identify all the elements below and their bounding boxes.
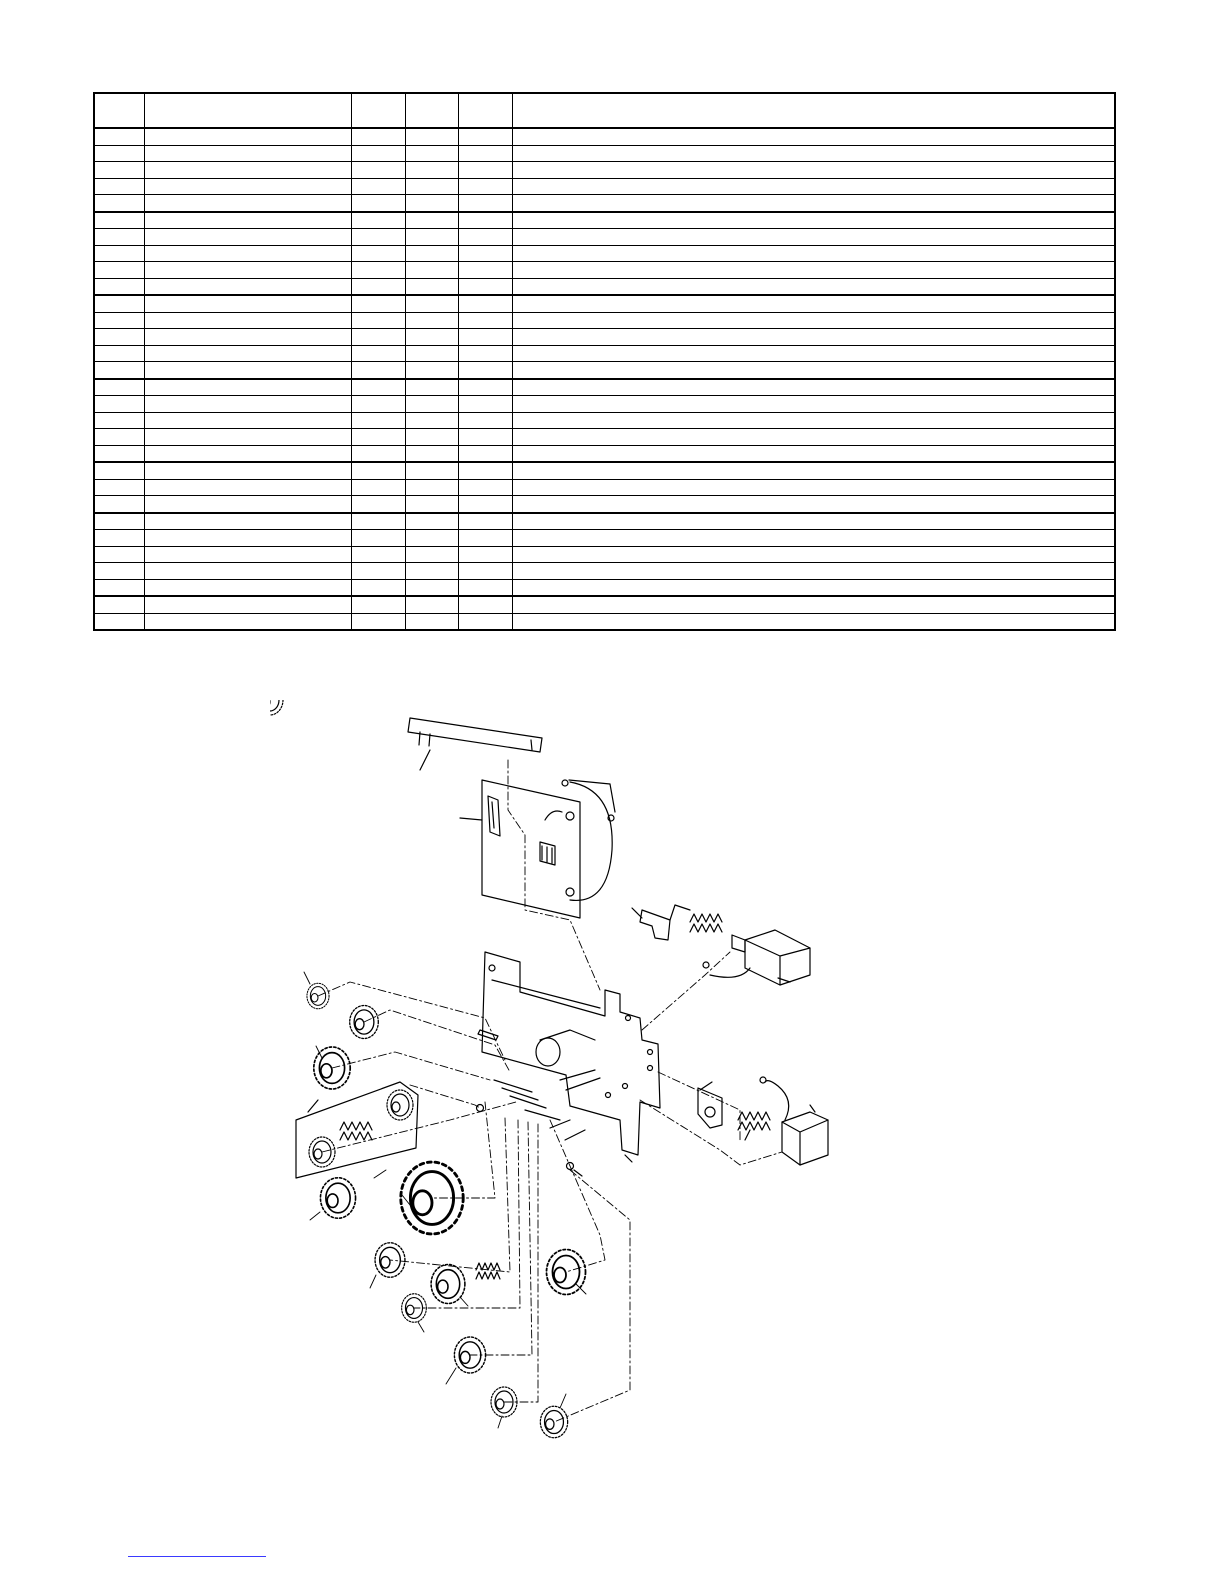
table-cell bbox=[144, 295, 351, 312]
table-cell bbox=[405, 278, 458, 295]
table-cell bbox=[512, 579, 1115, 596]
table-cell bbox=[351, 262, 405, 279]
table-cell bbox=[351, 613, 405, 630]
table-cell bbox=[351, 312, 405, 329]
table-cell bbox=[512, 262, 1115, 279]
table-cell bbox=[405, 262, 458, 279]
parts-table bbox=[93, 92, 1116, 631]
callout-leaders bbox=[304, 972, 586, 1428]
table-cell bbox=[458, 195, 512, 212]
table-cell bbox=[351, 128, 405, 145]
table-cell bbox=[94, 312, 144, 329]
table-cell bbox=[458, 462, 512, 479]
table-row bbox=[94, 162, 1115, 179]
table-cell bbox=[405, 245, 458, 262]
bracket-icon bbox=[698, 1082, 722, 1128]
table-cell bbox=[144, 229, 351, 246]
table-cell bbox=[405, 530, 458, 547]
table-cell bbox=[144, 513, 351, 530]
table-cell bbox=[144, 579, 351, 596]
table-row bbox=[94, 262, 1115, 279]
table-cell bbox=[405, 546, 458, 563]
table-cell bbox=[512, 462, 1115, 479]
table-row bbox=[94, 579, 1115, 596]
table-cell bbox=[351, 429, 405, 446]
table-cell bbox=[458, 262, 512, 279]
table-cell bbox=[351, 412, 405, 429]
table-cell bbox=[144, 462, 351, 479]
table-cell bbox=[94, 596, 144, 613]
table-row bbox=[94, 396, 1115, 413]
table-cell bbox=[512, 162, 1115, 179]
table-cell bbox=[405, 412, 458, 429]
table-row bbox=[94, 445, 1115, 462]
table-cell bbox=[405, 162, 458, 179]
table-cell bbox=[94, 195, 144, 212]
table-cell bbox=[94, 162, 144, 179]
table-cell bbox=[405, 195, 458, 212]
table-cell bbox=[351, 162, 405, 179]
gear-icon bbox=[401, 1162, 463, 1234]
gear-icon bbox=[270, 700, 283, 715]
table-cell bbox=[405, 362, 458, 379]
table-cell bbox=[458, 530, 512, 547]
table-row bbox=[94, 429, 1115, 446]
table-cell bbox=[351, 513, 405, 530]
table-cell bbox=[512, 479, 1115, 496]
table-cell bbox=[94, 546, 144, 563]
table-cell bbox=[351, 295, 405, 312]
table-cell bbox=[94, 462, 144, 479]
table-cell bbox=[405, 563, 458, 580]
table-cell bbox=[144, 128, 351, 145]
table-header-row bbox=[94, 93, 1115, 128]
table-row bbox=[94, 479, 1115, 496]
table-cell bbox=[144, 212, 351, 229]
table-cell bbox=[458, 596, 512, 613]
table-cell bbox=[405, 429, 458, 446]
table-cell bbox=[94, 429, 144, 446]
table-row bbox=[94, 245, 1115, 262]
table-cell bbox=[94, 262, 144, 279]
table-cell bbox=[458, 546, 512, 563]
table-cell bbox=[512, 362, 1115, 379]
table-cell bbox=[458, 513, 512, 530]
table-cell bbox=[94, 445, 144, 462]
table-cell bbox=[351, 329, 405, 346]
table-row bbox=[94, 178, 1115, 195]
table-cell bbox=[351, 462, 405, 479]
table-cell bbox=[351, 530, 405, 547]
table-cell bbox=[405, 596, 458, 613]
solenoid-icon bbox=[703, 930, 810, 985]
table-cell bbox=[405, 295, 458, 312]
table-cell bbox=[405, 329, 458, 346]
assembly-guide-lines bbox=[318, 760, 782, 1422]
table-cell bbox=[512, 563, 1115, 580]
table-cell bbox=[512, 445, 1115, 462]
spring-icon bbox=[738, 1112, 770, 1140]
table-cell bbox=[405, 379, 458, 396]
table-cell bbox=[458, 396, 512, 413]
spring-icon bbox=[690, 914, 722, 932]
table-cell bbox=[351, 229, 405, 246]
footer-link[interactable] bbox=[128, 1556, 266, 1557]
table-cell bbox=[512, 513, 1115, 530]
table-row bbox=[94, 329, 1115, 346]
table-cell bbox=[144, 362, 351, 379]
table-cell bbox=[351, 245, 405, 262]
table-cell bbox=[144, 496, 351, 513]
table-cell bbox=[351, 145, 405, 162]
table-cell bbox=[405, 128, 458, 145]
table-cell bbox=[144, 278, 351, 295]
table-cell bbox=[94, 579, 144, 596]
table-cell bbox=[458, 412, 512, 429]
table-cell bbox=[144, 412, 351, 429]
table-cell bbox=[351, 212, 405, 229]
table-cell bbox=[94, 245, 144, 262]
table-row bbox=[94, 546, 1115, 563]
table-cell bbox=[405, 212, 458, 229]
table-cell bbox=[458, 329, 512, 346]
table-row bbox=[94, 362, 1115, 379]
gear-icon bbox=[387, 1090, 413, 1120]
table-cell bbox=[405, 479, 458, 496]
table-cell bbox=[458, 245, 512, 262]
table-row bbox=[94, 513, 1115, 530]
table-row bbox=[94, 379, 1115, 396]
spring-icon bbox=[340, 1122, 372, 1140]
table-cell bbox=[458, 178, 512, 195]
table-cell bbox=[144, 396, 351, 413]
table-cell bbox=[405, 579, 458, 596]
table-cell bbox=[405, 496, 458, 513]
table-cell bbox=[94, 613, 144, 630]
table-row bbox=[94, 195, 1115, 212]
table-cell bbox=[94, 178, 144, 195]
table-cell bbox=[512, 195, 1115, 212]
table-cell bbox=[458, 229, 512, 246]
table-cell bbox=[144, 563, 351, 580]
table-cell bbox=[144, 613, 351, 630]
table-cell bbox=[512, 329, 1115, 346]
table-cell bbox=[512, 178, 1115, 195]
table-cell bbox=[512, 278, 1115, 295]
table-cell bbox=[458, 345, 512, 362]
exploded-diagram bbox=[270, 700, 870, 1460]
table-cell bbox=[512, 212, 1115, 229]
table-row bbox=[94, 212, 1115, 229]
table-row bbox=[94, 278, 1115, 295]
table-cell bbox=[144, 145, 351, 162]
gear-icon bbox=[431, 1265, 465, 1304]
flat-cable-icon bbox=[408, 718, 542, 770]
table-cell bbox=[351, 178, 405, 195]
table-cell bbox=[144, 162, 351, 179]
table-cell bbox=[458, 362, 512, 379]
col-header-c bbox=[458, 93, 512, 128]
screw-icon bbox=[562, 780, 615, 821]
table-cell bbox=[458, 579, 512, 596]
table-cell bbox=[351, 379, 405, 396]
table-row bbox=[94, 295, 1115, 312]
table-row bbox=[94, 145, 1115, 162]
table-cell bbox=[94, 379, 144, 396]
table-cell bbox=[512, 412, 1115, 429]
table-cell bbox=[94, 229, 144, 246]
table-cell bbox=[405, 462, 458, 479]
table-row bbox=[94, 462, 1115, 479]
table-cell bbox=[351, 345, 405, 362]
table-cell bbox=[458, 312, 512, 329]
table-row bbox=[94, 229, 1115, 246]
table-row bbox=[94, 496, 1115, 513]
table-cell bbox=[458, 445, 512, 462]
table-cell bbox=[405, 396, 458, 413]
table-cell bbox=[458, 278, 512, 295]
table-cell bbox=[94, 278, 144, 295]
table-cell bbox=[351, 496, 405, 513]
table-cell bbox=[458, 128, 512, 145]
table-row bbox=[94, 312, 1115, 329]
table-cell bbox=[144, 445, 351, 462]
table-cell bbox=[458, 429, 512, 446]
table-cell bbox=[351, 362, 405, 379]
table-cell bbox=[512, 312, 1115, 329]
bracket-icon bbox=[632, 905, 690, 940]
col-header-description bbox=[512, 93, 1115, 128]
table-cell bbox=[512, 429, 1115, 446]
table-cell bbox=[351, 278, 405, 295]
gear-icon bbox=[540, 1406, 567, 1438]
col-header-a bbox=[351, 93, 405, 128]
table-cell bbox=[94, 329, 144, 346]
table-cell bbox=[144, 312, 351, 329]
table-cell bbox=[458, 496, 512, 513]
table-cell bbox=[512, 345, 1115, 362]
table-cell bbox=[94, 563, 144, 580]
table-row bbox=[94, 563, 1115, 580]
table-row bbox=[94, 613, 1115, 630]
table-cell bbox=[405, 345, 458, 362]
table-cell bbox=[405, 312, 458, 329]
table-cell bbox=[94, 513, 144, 530]
motor-plate-icon bbox=[460, 780, 612, 918]
table-cell bbox=[144, 429, 351, 446]
table-cell bbox=[144, 245, 351, 262]
table-row bbox=[94, 345, 1115, 362]
table-cell bbox=[351, 479, 405, 496]
table-cell bbox=[351, 596, 405, 613]
table-row bbox=[94, 530, 1115, 547]
table-cell bbox=[144, 329, 351, 346]
table-cell bbox=[144, 178, 351, 195]
table-cell bbox=[512, 546, 1115, 563]
table-row bbox=[94, 128, 1115, 145]
table-cell bbox=[458, 295, 512, 312]
table-cell bbox=[351, 546, 405, 563]
table-row bbox=[94, 596, 1115, 613]
table-cell bbox=[144, 530, 351, 547]
table-cell bbox=[512, 613, 1115, 630]
table-cell bbox=[405, 178, 458, 195]
table-cell bbox=[405, 229, 458, 246]
table-cell bbox=[351, 445, 405, 462]
table-cell bbox=[144, 262, 351, 279]
table-cell bbox=[458, 162, 512, 179]
solenoid-icon bbox=[760, 1077, 828, 1165]
gear-icon bbox=[320, 1178, 355, 1219]
table-cell bbox=[512, 295, 1115, 312]
table-cell bbox=[512, 229, 1115, 246]
table-cell bbox=[458, 212, 512, 229]
table-cell bbox=[144, 195, 351, 212]
table-cell bbox=[94, 345, 144, 362]
col-header-b bbox=[405, 93, 458, 128]
table-cell bbox=[94, 362, 144, 379]
screw-icon bbox=[477, 1105, 583, 1177]
table-cell bbox=[405, 145, 458, 162]
table-cell bbox=[512, 496, 1115, 513]
table-cell bbox=[405, 613, 458, 630]
table-cell bbox=[351, 563, 405, 580]
table-cell bbox=[458, 613, 512, 630]
table-cell bbox=[458, 145, 512, 162]
table-cell bbox=[351, 579, 405, 596]
table-cell bbox=[512, 396, 1115, 413]
table-cell bbox=[144, 546, 351, 563]
col-header-no bbox=[94, 93, 144, 128]
table-cell bbox=[94, 128, 144, 145]
table-cell bbox=[94, 295, 144, 312]
table-cell bbox=[351, 396, 405, 413]
table-cell bbox=[458, 563, 512, 580]
table-body bbox=[94, 128, 1115, 630]
table-cell bbox=[405, 445, 458, 462]
table-cell bbox=[512, 245, 1115, 262]
table-cell bbox=[94, 479, 144, 496]
table-cell bbox=[94, 145, 144, 162]
table-cell bbox=[94, 530, 144, 547]
table-cell bbox=[458, 379, 512, 396]
table-cell bbox=[94, 412, 144, 429]
table-cell bbox=[144, 379, 351, 396]
table-cell bbox=[512, 379, 1115, 396]
table-cell bbox=[458, 479, 512, 496]
table-cell bbox=[94, 212, 144, 229]
table-cell bbox=[94, 496, 144, 513]
table-cell bbox=[144, 479, 351, 496]
table-cell bbox=[512, 128, 1115, 145]
table-row bbox=[94, 412, 1115, 429]
table-cell bbox=[144, 596, 351, 613]
table-cell bbox=[94, 396, 144, 413]
table-cell bbox=[351, 195, 405, 212]
table-cell bbox=[512, 530, 1115, 547]
table-cell bbox=[512, 145, 1115, 162]
table-cell bbox=[144, 345, 351, 362]
table-cell bbox=[512, 596, 1115, 613]
table-cell bbox=[405, 513, 458, 530]
col-header-part-name bbox=[144, 93, 351, 128]
